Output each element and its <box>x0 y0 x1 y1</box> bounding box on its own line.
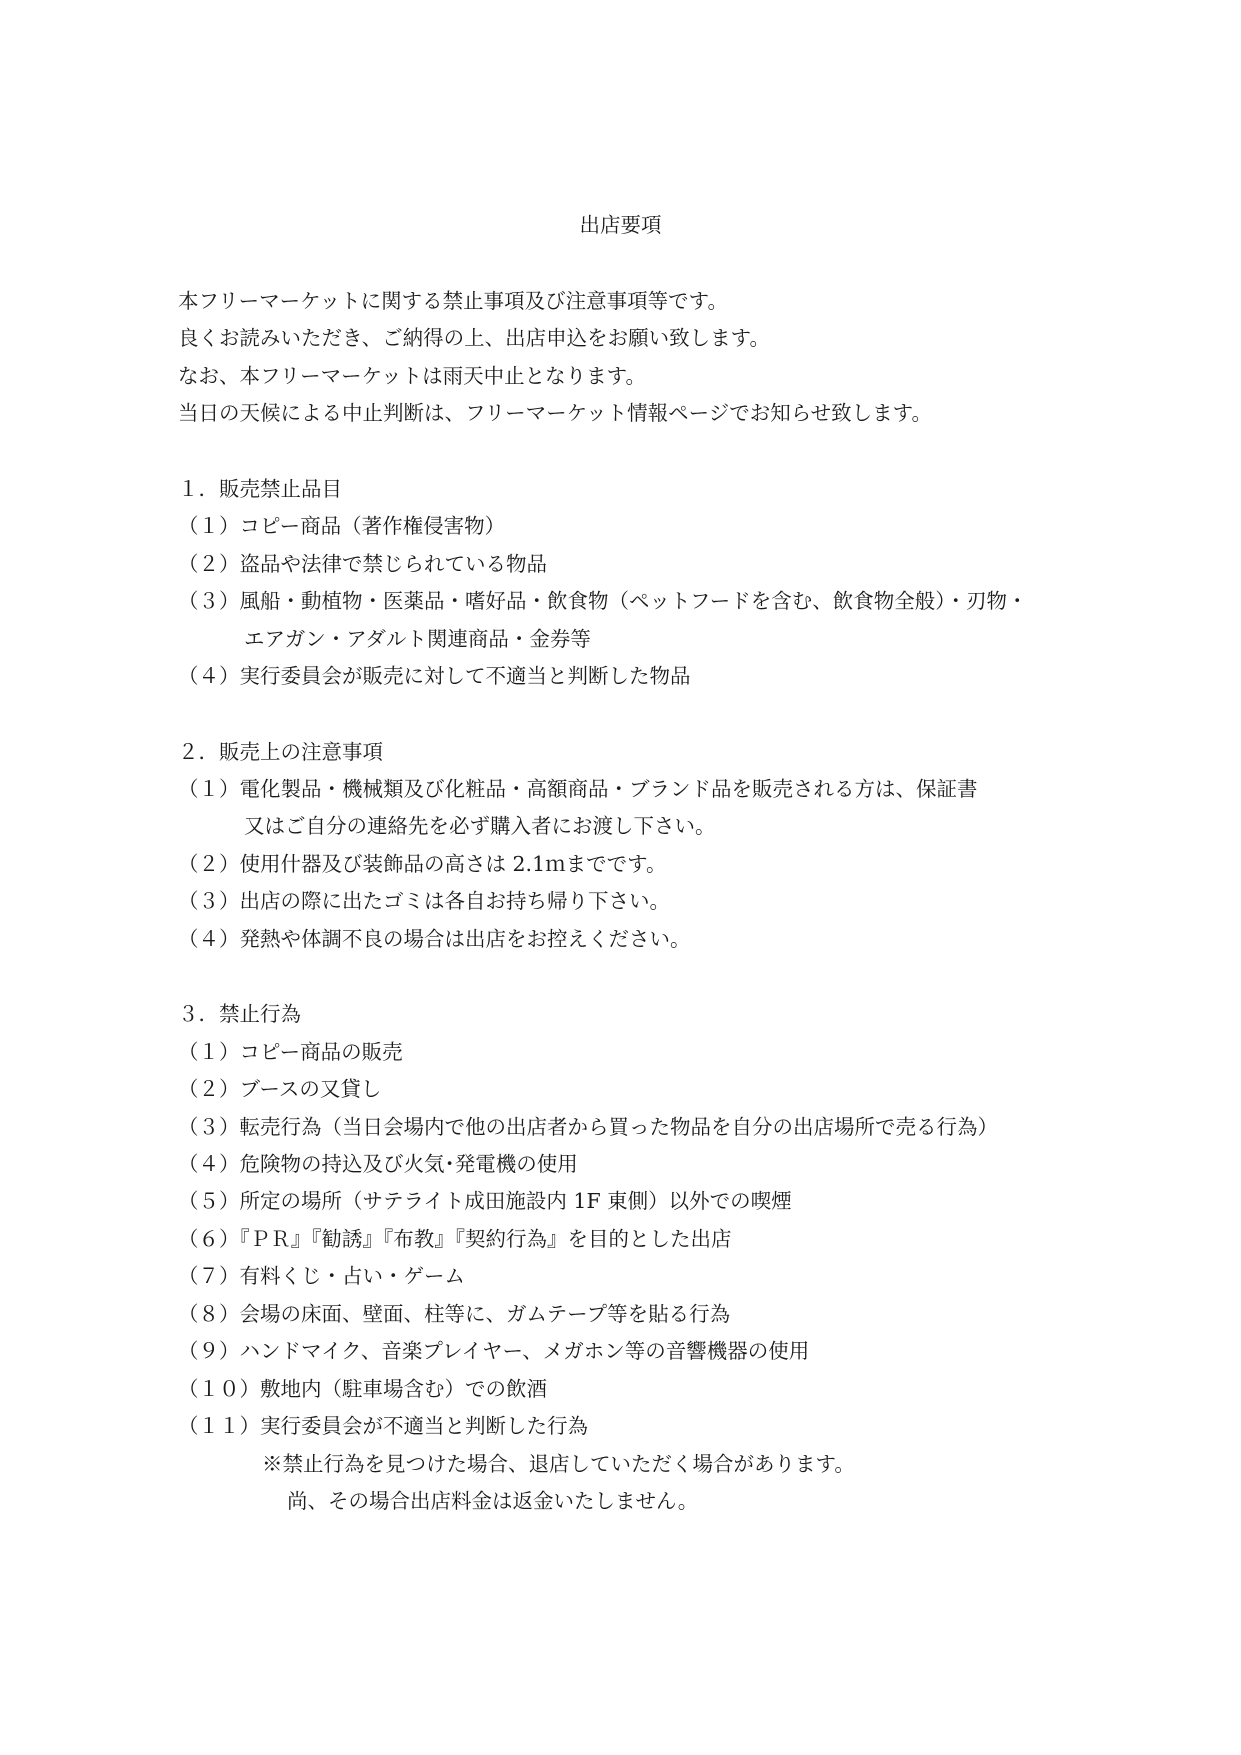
section3-item-6: （６）『ＰＲ』『勧誘』『布教』『契約行為』を目的とした出店 <box>178 1227 732 1251</box>
section1-heading: １．販売禁止品目 <box>178 477 342 501</box>
intro-line-4: 当日の天候による中止判断は、フリーマーケット情報ページでお知らせ致します。 <box>178 401 932 425</box>
section1-item-1: （１）コピー商品（著作権侵害物） <box>178 514 506 538</box>
section3-item-4: （４）危険物の持込及び火気･発電機の使用 <box>178 1152 578 1176</box>
section1-item-3-continued: エアガン・アダルト関連商品・金券等 <box>244 627 591 651</box>
section3-item-7: （７）有料くじ・占い・ゲーム <box>178 1264 465 1288</box>
section2-item-1-continued: 又はご自分の連絡先を必ず購入者にお渡し下さい。 <box>244 814 716 838</box>
section3-item-8: （８）会場の床面、壁面、柱等に、ガムテープ等を貼る行為 <box>178 1302 731 1326</box>
section3-item-2: （２）ブースの又貸し <box>178 1077 382 1101</box>
section2-item-2: （２）使用什器及び装飾品の高さは 2.1ｍまでです。 <box>178 852 667 876</box>
section1-item-2: （２）盗品や法律で禁じられている物品 <box>178 552 547 576</box>
section3-note-1: ※禁止行為を見つけた場合、退店していただく場合があります。 <box>262 1452 855 1476</box>
intro-line-2: 良くお読みいただき、ご納得の上、出店申込をお願い致します。 <box>178 326 771 350</box>
section3-item-3: （３）転売行為（当日会場内で他の出店者から買った物品を自分の出店場所で売る行為） <box>178 1115 998 1139</box>
section3-item-11: （１１）実行委員会が不適当と判断した行為 <box>178 1414 588 1438</box>
section2-item-4: （４）発熱や体調不良の場合は出店をお控えください。 <box>178 927 691 951</box>
section2-item-1: （１）電化製品・機械類及び化粧品・高額商品・ブランド品を販売される方は、保証書 <box>178 777 978 801</box>
section2-heading: ２．販売上の注意事項 <box>178 740 383 764</box>
page-title: 出店要項 <box>579 213 662 237</box>
intro-line-3: なお、本フリーマーケットは雨天中止となります。 <box>178 364 647 388</box>
section3-note-2: 尚、その場合出店料金は返金いたしません。 <box>287 1489 699 1513</box>
section1-item-4: （４）実行委員会が販売に対して不適当と判断した物品 <box>178 664 691 688</box>
section3-item-9: （９）ハンドマイク、音楽プレイヤー、メガホン等の音響機器の使用 <box>178 1339 810 1363</box>
section3-item-10: （１０）敷地内（駐車場含む）での飲酒 <box>178 1377 547 1401</box>
section2-item-3: （３）出店の際に出たゴミは各自お持ち帰り下さい。 <box>178 889 670 913</box>
section1-item-3: （３）風船・動植物・医薬品・嗜好品・飲食物（ペットフードを含む、飲食物全般）・刃物・ <box>178 589 1028 613</box>
section3-item-5: （５）所定の場所（サテライト成田施設内 1F 東側）以外での喫煙 <box>178 1189 792 1213</box>
section3-item-1: （１）コピー商品の販売 <box>178 1040 403 1064</box>
intro-line-1: 本フリーマーケットに関する禁止事項及び注意事項等です。 <box>178 289 729 313</box>
section3-heading: ３．禁止行為 <box>178 1002 301 1026</box>
